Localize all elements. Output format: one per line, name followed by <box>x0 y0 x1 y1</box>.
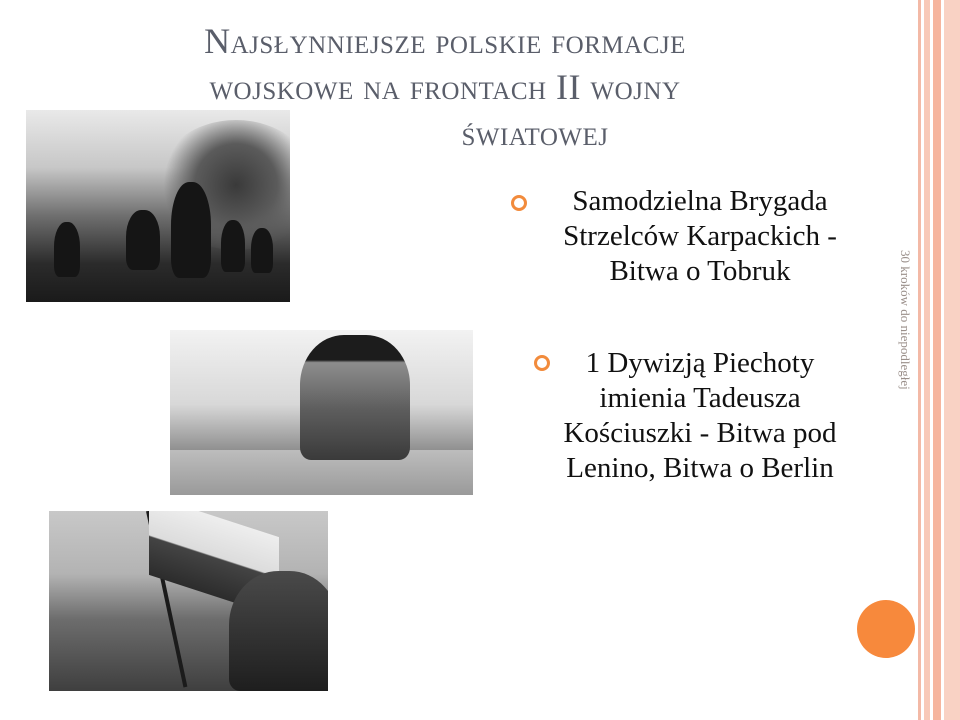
flag-photo <box>49 511 328 691</box>
decorative-stripe <box>944 0 960 720</box>
bullet-line: Bitwa o Tobruk <box>609 255 791 287</box>
soldier-figure <box>126 210 160 270</box>
title-line: Najsłynniejsze polskie formacje <box>204 21 686 61</box>
bullet-line: Lenino, Bitwa o Berlin <box>566 452 834 484</box>
soldier-figure <box>229 571 328 691</box>
title-line: wojskowe na frontach II wojny <box>209 67 681 107</box>
accent-circle <box>857 600 915 658</box>
soldier-figure <box>251 228 273 273</box>
bullet-line: 1 Dywizją Piechoty <box>585 347 815 379</box>
bullet-line: Kościuszki - Bitwa pod <box>563 417 837 449</box>
decorative-stripe <box>918 0 921 720</box>
soldier-figure <box>54 222 80 277</box>
bullet-item <box>520 346 880 486</box>
soldier-figure <box>171 182 211 278</box>
title-line: światowej <box>461 113 609 153</box>
battle-photo <box>26 110 290 302</box>
bullet-marker-icon <box>511 195 527 211</box>
bullet-line: Samodzielna Brygada <box>572 185 828 217</box>
bullet-marker-icon <box>534 355 550 371</box>
bullet-item <box>520 184 880 289</box>
bullet-line: Strzelców Karpackich - <box>563 220 837 252</box>
commander-figure <box>300 335 410 460</box>
side-footer-text: 30 kroków do niepodległej <box>898 250 913 390</box>
decorative-stripe <box>933 0 941 720</box>
commander-tank-photo <box>170 330 473 495</box>
bullet-line: imienia Tadeusza <box>599 382 801 414</box>
soldier-figure <box>221 220 245 272</box>
decorative-stripe <box>924 0 930 720</box>
